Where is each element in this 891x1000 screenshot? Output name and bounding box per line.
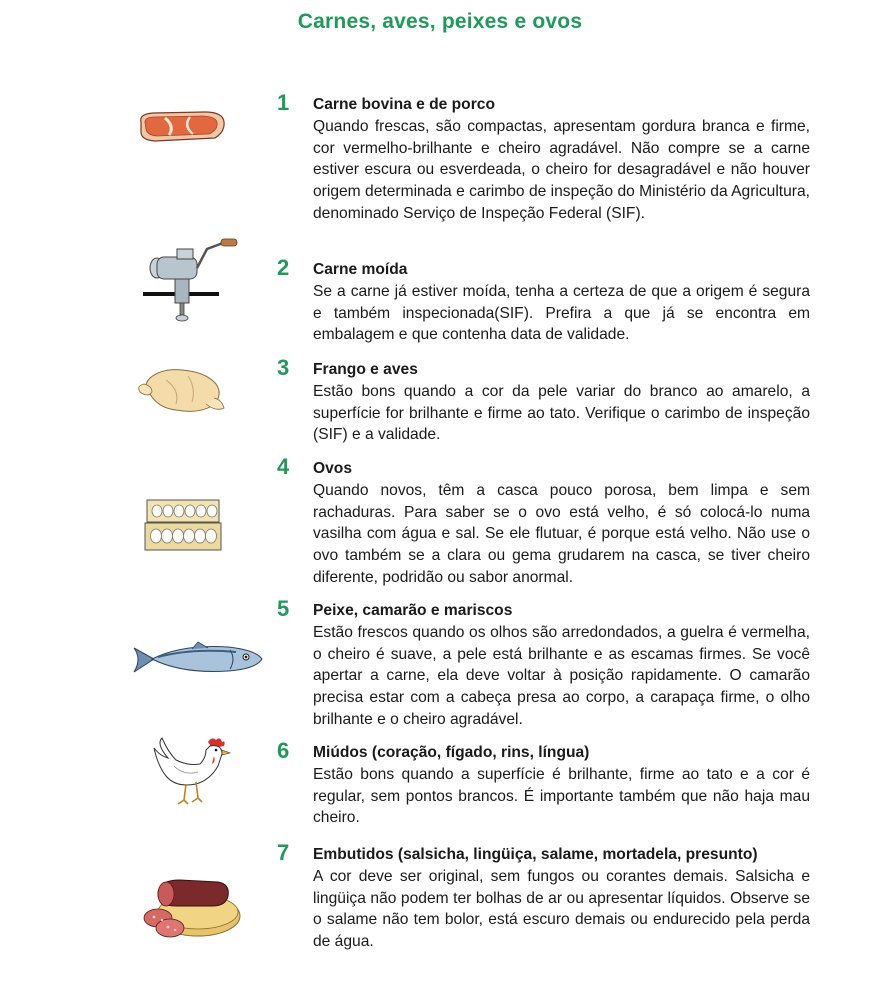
item-body: Quando novos, têm a casca pouco porosa, bem limpa e sem rachaduras. Para saber se o ovo está velho, é só colocá-lo numa vasilha com água e sal. Se ele flutuar, é porque está velho. Não use o ovo também se a clara ou gema grudarem na casca, se tiver cheiro diferente, podridão ou sabor anormal. <box>313 481 810 586</box>
page-title: Carnes, aves, peixes e ovos <box>297 10 583 33</box>
fish-illustration <box>132 640 264 678</box>
item-heading: Carne moída <box>313 261 408 278</box>
item-body: Quando frescas, são compactas, apresentam gordura branca e firme, cor vermelho-brilhante e cheiro agradável. Não compre se a carne estiver escura ou esverdeada, o cheiro for desagradável e não houver origem determinada e carimbo de inspeção do Ministério da Agricultura, denominado Serviço de Inspeção Federal (SIF). <box>313 117 810 222</box>
item-body: Estão bons quando a cor da pele variar do branco ao amarelo, a superfície for brilhante e firme ao tato. Verifique o carimbo de inspeção (SIF) e a validade. <box>313 382 810 444</box>
item-number: 3 <box>277 355 290 380</box>
item-number: 2 <box>277 255 290 280</box>
item-heading: Miúdos (coração, fígado, rins, língua) <box>313 744 590 761</box>
item-number: 5 <box>277 596 290 621</box>
item-number: 1 <box>277 90 290 115</box>
salami-illustration <box>140 872 244 940</box>
item-heading: Carne bovina e de porco <box>313 96 495 113</box>
item-heading: Peixe, camarão e mariscos <box>313 602 513 619</box>
item-body: A cor deve ser original, sem fungos ou corantes demais. Salsicha e lingüiça não podem ter bolhas de ar ou apresentar líquidos. Observe se o salame não tem bolor, está escuro demais ou endurecido pela perda de água. <box>313 867 810 951</box>
item-body: Se a carne já estiver moída, tenha a certeza de que a origem é segura e também inspecionada(SIF). Prefira a que já se encontra em embalagem e que contenha data de validade. <box>313 282 810 344</box>
item-body: Estão frescos quando os olhos são arredondados, a guelra é vermelha, o cheiro é suave, a pele está brilhante e as escamas firmes. Se você apertar a carne, ela deve voltar à posição rapidamente. O camarão precisa estar com a cabeça presa ao corpo, a carapaça firme, o olho brilhante e o cheiro agradável. <box>313 623 810 728</box>
rooster-illustration <box>150 736 232 808</box>
item-number: 7 <box>277 840 290 865</box>
meat-grinder-illustration <box>143 235 239 325</box>
item-number: 6 <box>277 738 290 763</box>
item-heading: Ovos <box>313 460 352 477</box>
chicken-carcass-illustration <box>136 364 226 416</box>
item-heading: Embutidos (salsicha, lingüiça, salame, mortadela, presunto) <box>313 846 758 863</box>
egg-carton-illustration <box>143 496 223 554</box>
item-body: Estão bons quando a superfície é brilhante, firme ao tato e a cor é regular, sem pontos brancos. É importante também que não haja mau cheiro. <box>313 765 810 827</box>
steak-illustration <box>135 108 227 146</box>
item-number: 4 <box>277 454 290 479</box>
item-heading: Frango e aves <box>313 361 418 378</box>
